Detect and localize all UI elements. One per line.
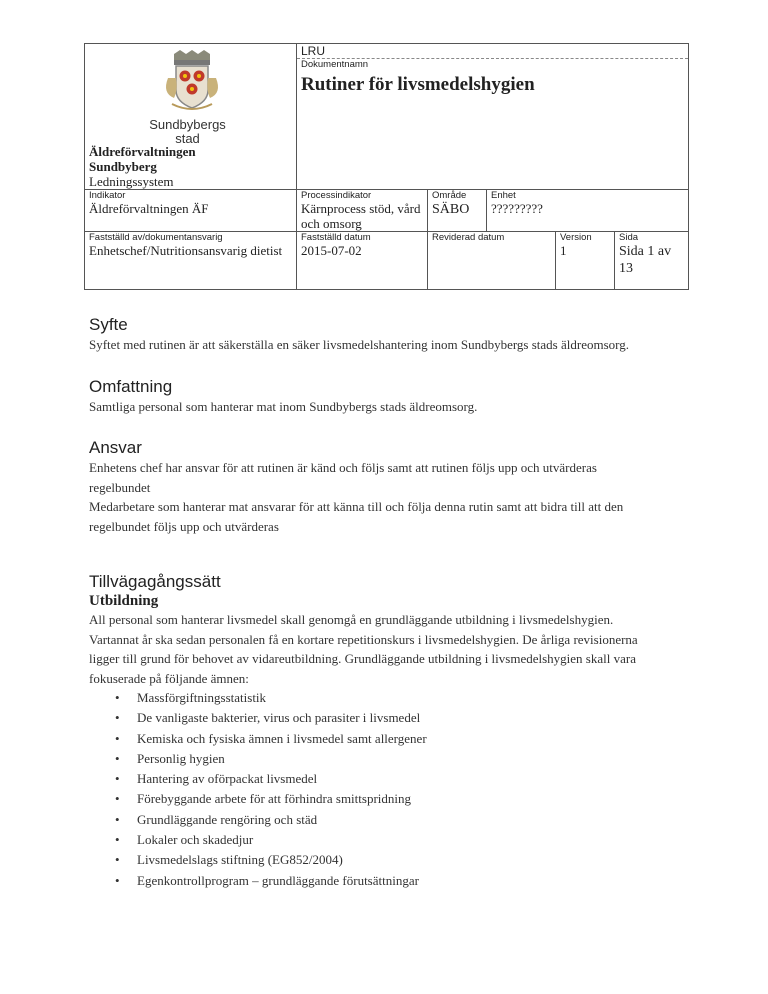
unit-cell [487,190,689,232]
organization-name: Äldreförvaltningen [89,144,196,159]
list-item: • Hantering av oförpackat livsmedel [89,769,689,789]
document-header-table [84,43,689,290]
section-heading-tillvagagangssatt: Tillvägagångssätt [89,572,221,591]
area-cell [428,190,487,232]
approved-by-label: Fastställd av/dokumentansvarig [89,232,223,243]
organization-city: Sundbyberg [89,159,157,174]
section-heading-omfattning: Omfattning [89,376,173,396]
system-name: Ledningssystem [89,174,174,189]
version-label: Version [560,232,592,243]
version-value: 1 [560,243,567,258]
subheading-utbildning: Utbildning [89,593,159,609]
list-item: • Lokaler och skadedjur [89,830,689,850]
process-cell [297,190,428,232]
version-cell [556,232,615,290]
topic-list [89,688,689,891]
indicator-label: Indikator [89,190,126,201]
unit-label: Enhet [491,190,516,201]
list-item: • Egenkontrollprogram – grundläggande förutsättningar [89,871,689,891]
page-label: Sida [619,232,639,243]
ansvar-text-1: Enhetens chef har ansvar för att rutinen är känd och följs samt att rutinen följs upp och utvärderas regelbundet [89,460,597,495]
document-name-label: Dokumentnamn [301,59,369,70]
page-value: Sida 1 av 13 [619,244,672,276]
list-item: • Personlig hygien [89,749,689,769]
revised-date-cell [428,232,556,290]
page-cell [615,232,689,290]
omfattning-text: Samtliga personal som hanterar mat inom Sundbybergs stads äldreomsorg. [89,398,478,414]
ansvar-text-2: Medarbetare som hanterar mat ansvarar för att känna till och följa denna rutin samt att bidra till att den regelbundet följs upp och utvärderas [89,499,624,534]
approved-date-cell [297,232,428,290]
approved-date-value: 2015-07-02 [301,243,362,258]
revised-date-label: Reviderad datum [432,232,505,243]
list-item: • Grundläggande rengöring och städ [89,810,689,830]
section-heading-syfte: Syfte [89,315,128,334]
unit-value: ????????? [491,201,543,216]
indicator-cell [85,190,297,232]
section-heading-ansvar: Ansvar [89,438,142,457]
list-item: • Kemiska och fysiska ämnen i livsmedel samt allergener [89,729,689,749]
approved-date-label: Fastställd datum [301,232,371,243]
document-body [89,315,689,891]
list-item: • Livsmedelslags stiftning (EG852/2004) [89,850,689,870]
utbildning-text: All personal som hanterar livsmedel skall genomgå en grundläggande utbildning i livsmedelshygien. Vartannat år ska sedan personalen få en kortare repetitionskurs i livsmedelshygien. De årliga revisionerna ligger till grund för behovet av vidareutbildning. Grundläggande utbildning i livsmedelshygien skall vara fokuserade på följande ämnen: [89,612,638,686]
approved-by-value: Enhetschef/Nutritionsansvarig dietist [89,243,283,258]
approved-by-cell [85,232,297,290]
list-item: • Förebyggande arbete för att förhindra smittspridning [89,789,689,809]
lru-label: LRU [301,44,326,58]
list-item: • De vanligaste bakterier, virus och parasiter i livsmedel [89,708,689,728]
logo-wordmark: Sundbybergs stad [149,117,226,146]
document-title: Rutiner för livsmedelshygien [301,74,535,95]
area-label: Område [432,190,467,201]
process-label: Processindikator [301,190,372,201]
document-name-cell [297,44,689,190]
indicator-value: Äldreförvaltningen ÄF [89,201,209,216]
process-value: Kärnprocess stöd, vård och omsorg [301,201,421,231]
municipality-crest-logo [146,48,236,118]
organization-cell [85,44,297,190]
syfte-text: Syftet med rutinen är att säkerställa en säker livsmedelshantering inom Sundbybergs stads äldreomsorg. [89,337,629,352]
area-value: SÄBO [432,202,470,217]
list-item: • Massförgiftningsstatistik [89,688,689,708]
